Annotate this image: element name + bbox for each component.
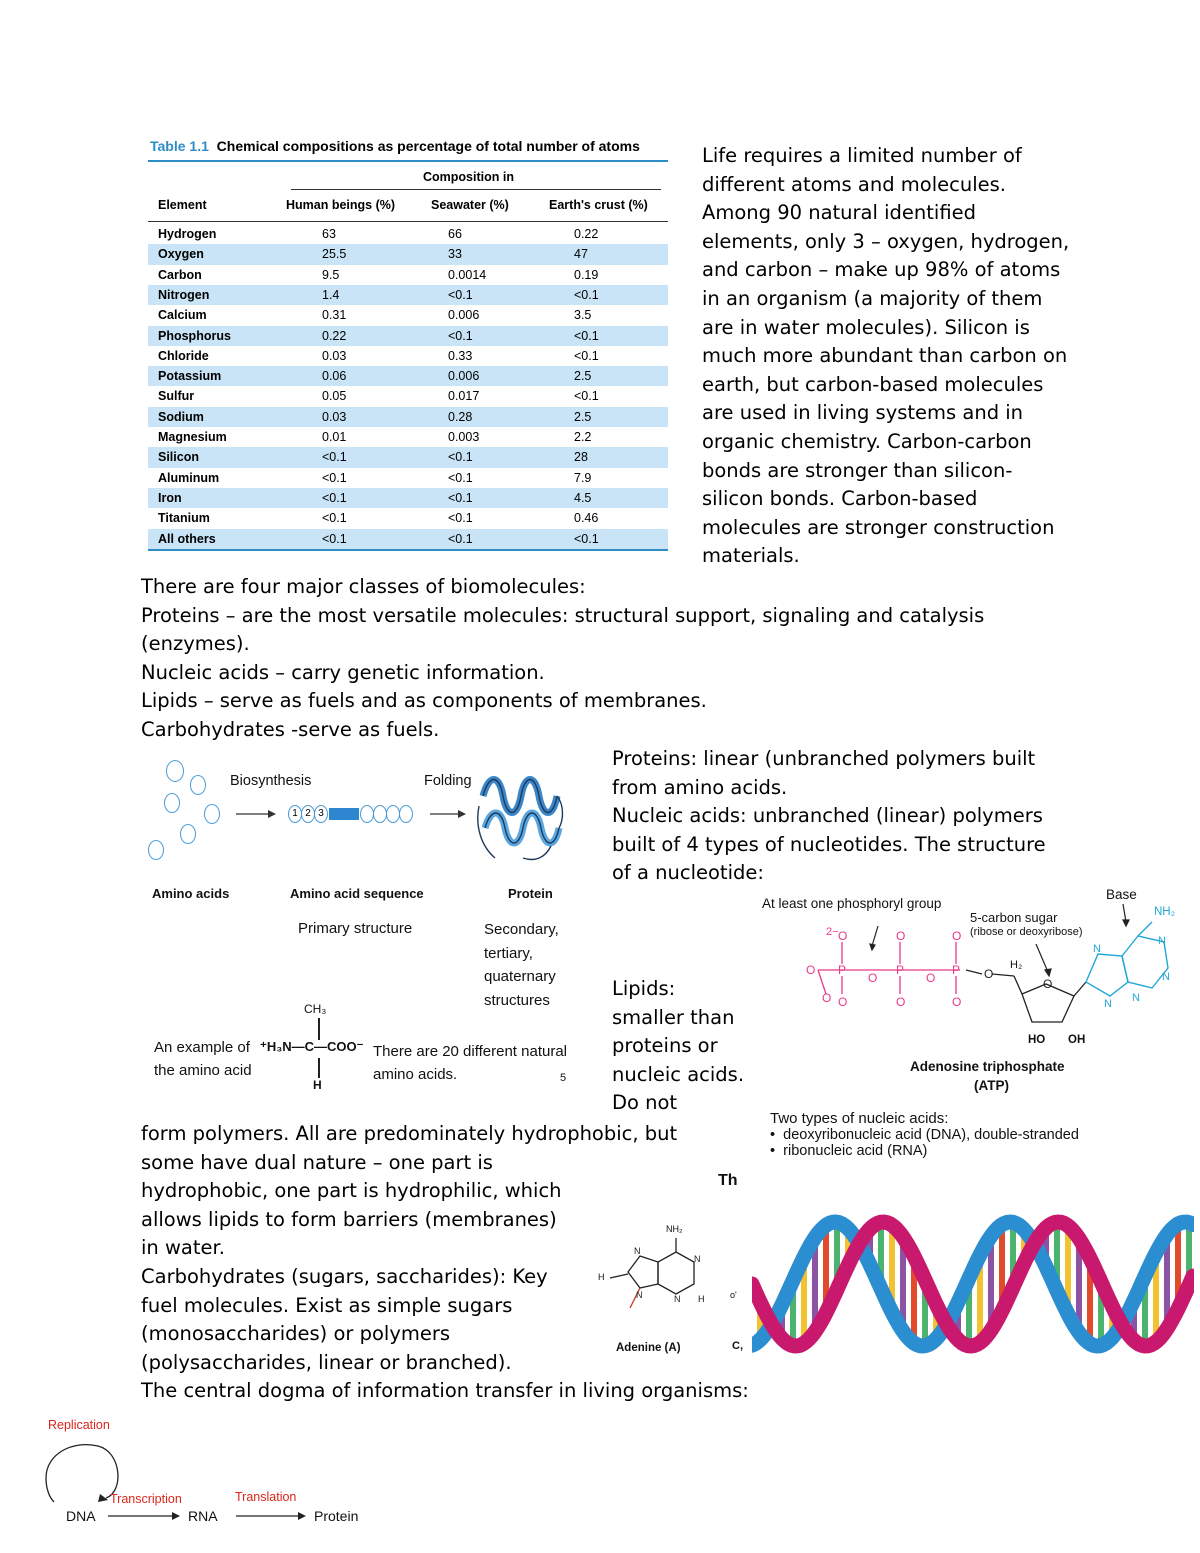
composition-cell: 3.5 [574,308,592,323]
paragraph-line: different atoms and molecules. [702,172,1006,196]
proteins-nucleic-paragraph [612,745,1046,888]
composition-cell: 2.5 [574,369,592,384]
composition-cell: 0.33 [448,348,473,363]
bullet: • [770,1127,776,1143]
paragraph-line: (polysaccharides, linear or branched). [141,1350,512,1374]
sequence-bar [329,808,359,820]
composition-cell: <0.1 [322,511,347,526]
composition-cell: 2.2 [574,430,592,444]
sequence-residue: 2 [301,805,315,823]
amino-acids-label: Amino acids [152,886,230,901]
svg-text:O: O [838,995,848,1009]
paragraph-line: Lipids: [612,977,676,1000]
element-name-cell: Magnesium [158,430,227,444]
paragraph-line: nucleic acids. [612,1062,745,1086]
composition-cell: 2.5 [574,409,592,424]
sequence-residue [373,805,387,823]
paragraph-line: fuel molecules. Exist as simple sugars [141,1293,513,1317]
paragraph-line: are used in living systems and in [702,401,1024,425]
bullet: • [770,1143,776,1159]
atoms-paragraph [702,142,1069,571]
oh-label: OH [1068,1034,1086,1046]
table-row [148,447,668,467]
nucleic-type-item [770,1143,1079,1159]
transcription-label: Transcription [110,1492,182,1506]
svg-text:O: O [868,971,878,985]
atp-figure [760,884,1180,1099]
paragraph-line: in water. [141,1236,225,1260]
paragraph-line: bonds are stronger than silicon- [702,458,1013,482]
ho-label: HO [1028,1034,1046,1046]
svg-text:P: P [952,963,961,977]
svg-text:N: N [674,1294,681,1304]
composition-cell: 25.5 [322,247,347,262]
amino-acid-formula: ⁺H₃N—C—COO⁻ [260,1039,364,1054]
table-row [148,407,668,427]
composition-cell: <0.1 [448,287,473,302]
phosphoryl-label: At least one phosphoryl group [762,896,942,911]
svg-text:O: O [952,995,962,1009]
svg-text:O: O [1043,977,1053,991]
paragraph-line: are in water molecules). Silicon is [702,315,1030,339]
atp-name-line2: (ATP) [974,1078,1009,1093]
svg-text:N: N [1132,992,1140,1004]
nucleic-types-title: Two types of nucleic acids: [770,1110,949,1127]
paragraph-line: (enzymes). [141,632,250,656]
svg-text:O: O [952,929,962,943]
paragraph-line: (monosaccharides) or polymers [141,1322,451,1346]
svg-text:O: O [984,967,994,981]
svg-text:O: O [926,971,936,985]
composition-cell: 0.006 [448,369,480,384]
col-header-seawater: Seawater (%) [431,198,509,212]
composition-cell: <0.1 [448,511,473,526]
nucleic-acid-types [770,1110,1079,1159]
composition-cell: 1.4 [322,287,340,302]
paragraph-line: Proteins: linear (unbranched polymers built [612,747,1036,770]
paragraph-line: built of 4 types of nucleotides. The structure [612,832,1046,856]
figure-label-line: tertiary, [484,944,533,962]
biomolecules-paragraph [141,573,984,745]
composition-cell: 47 [574,247,588,262]
element-name-cell: Oxygen [158,247,204,262]
figure-label-line: quaternary [484,968,556,985]
paragraph-line: from amino acids. [612,775,788,799]
composition-cell: 33 [448,247,462,262]
dna-label: DNA [66,1508,96,1524]
svg-text:O: O [896,929,906,943]
svg-text:N: N [1093,943,1101,955]
composition-cell: 7.9 [574,470,592,485]
folding-label: Folding [424,773,472,789]
adenine-cut-c: C, [732,1340,743,1352]
element-name-cell: Iron [158,490,182,505]
sugar-label: 5-carbon sugar [970,910,1058,925]
nucleic-type-dna: deoxyribonucleic acid (DNA), double-stranded [783,1127,1079,1143]
twenty-amino-acids-note [373,1040,567,1086]
cut-heading-fragment: Th [718,1172,738,1189]
table-row [148,285,668,305]
element-name-cell: Titanium [158,511,210,526]
paragraph-line: Lipids – serve as fuels and as components of membranes. [141,689,707,713]
paragraph-line: organic chemistry. Carbon-carbon [702,429,1032,453]
composition-cell: <0.1 [574,531,599,546]
adenine-figure [590,1222,750,1362]
composition-cell: 0.0014 [448,267,487,282]
composition-cell: <0.1 [574,389,599,404]
svg-text:O: O [896,995,906,1009]
element-name-cell: Sulfur [158,389,195,404]
adenine-cut-o: o' [730,1290,737,1300]
table-row [148,488,668,508]
figure-label-line: There are 20 different natural [373,1043,568,1060]
paragraph-line: Carbohydrates (sugars, saccharides): Key [141,1264,548,1288]
paragraph-line: elements, only 3 – oxygen, hydrogen, [702,229,1070,253]
protein-ribbon-image [475,766,565,866]
composition-cell: 0.46 [574,511,599,526]
table-top-rule [148,160,668,162]
element-name-cell: Silicon [158,450,199,465]
svg-text:N: N [1162,971,1170,983]
sequence-residue: 1 [288,805,302,823]
replication-label: Replication [48,1418,110,1432]
bond-line [318,1058,320,1078]
element-name-cell: Phosphorus [158,328,231,343]
adenine-nh2: NH₂ [666,1224,683,1234]
svg-text:P: P [838,963,847,977]
composition-cell: <0.1 [322,490,347,505]
amino-acid-sequence-chain [288,805,416,825]
atp-name-line1: Adenosine triphosphate [910,1059,1065,1074]
table-caption: Chemical compositions as percentage of total number of atoms [216,138,640,154]
paragraph-line: proteins or [612,1034,718,1058]
figure-label-line: Secondary, [484,921,559,938]
element-name-cell: Chloride [158,348,209,363]
table-row [148,508,668,528]
composition-cell: 28 [574,450,588,465]
col-header-crust: Earth's crust (%) [549,198,648,212]
composition-cell: <0.1 [448,531,473,546]
paragraph-line: Proteins – are the most versatile molecules: structural support, signaling and catalysis [141,603,985,627]
protein-label: Protein [314,1508,359,1524]
figure-label-line: the amino acid [154,1062,252,1079]
central-dogma-diagram [40,1412,400,1532]
table-row [148,326,668,346]
dna-double-helix-image [752,1213,1194,1355]
svg-text:N: N [694,1254,701,1264]
primary-structure-label: Primary structure [298,920,413,937]
h-atom-label: H [313,1078,322,1092]
composition-cell: 0.19 [574,267,599,282]
composition-cell: 0.006 [448,308,480,323]
paragraph-line: Life requires a limited number of [702,144,1022,167]
composition-cell: 0.017 [448,389,480,404]
composition-cell: <0.1 [448,450,473,465]
composition-cell: 0.28 [448,409,473,424]
paragraph-line: silicon bonds. Carbon-based [702,487,978,511]
paragraph-line: Carbohydrates -serve as fuels. [141,717,440,741]
svg-text:N: N [634,1246,641,1256]
element-name-cell: All others [158,531,216,546]
paragraph-line: hydrophobic, one part is hydrophilic, which [141,1179,562,1203]
ch3-group: CH₃ [304,1002,327,1016]
composition-cell: 0.06 [322,369,347,384]
composition-cell: <0.1 [574,287,599,302]
composition-cell: <0.1 [574,328,599,343]
table-row [148,244,668,264]
composition-cell: 0.22 [574,227,599,241]
lipids-paragraph-start [612,975,744,1118]
bond-line [318,1018,320,1040]
composition-cell: 0.22 [322,328,347,343]
paragraph-line: some have dual nature – one part is [141,1150,493,1174]
composition-cell: <0.1 [448,328,473,343]
composition-cell: <0.1 [574,348,599,363]
sugar-sub-label: (ribose or deoxyribose) [970,926,1083,938]
paragraph-line: Do not [612,1091,678,1115]
composition-cell: <0.1 [322,450,347,465]
sequence-residue: 3 [314,805,328,823]
composition-cell: 0.03 [322,409,347,424]
figure-label-line: amino acids. [373,1066,458,1083]
composition-cell: 66 [448,227,462,241]
element-name-cell: Nitrogen [158,287,210,302]
paragraph-line: allows lipids to form barriers (membranes) [141,1207,557,1231]
charge-label: 2− [826,926,839,938]
svg-text:O: O [822,991,832,1005]
paragraph-line: The central dogma of information transfer in living organisms: [141,1379,749,1403]
col-header-human: Human beings (%) [286,198,396,212]
svg-text:O: O [806,963,816,977]
composition-cell: <0.1 [448,470,473,485]
nh2-label: NH₂ [1154,906,1176,918]
nucleic-type-item [770,1127,1079,1143]
figure-label-line: An example of [154,1039,250,1056]
svg-text:O: O [838,929,848,943]
adenine-structure-image [590,1222,740,1332]
table-row [148,366,668,386]
protein-label: Protein [508,886,553,901]
svg-text:N: N [1158,935,1166,947]
col-header-element: Element [158,198,207,212]
amino-acid-example-label [154,1036,252,1082]
element-name-cell: Sodium [158,409,204,424]
paragraph-line: There are four major classes of biomolecules: [141,575,586,598]
paragraph-line: earth, but carbon-based molecules [702,372,1044,396]
paragraph-line: form polymers. All are predominately hydrophobic, but [141,1122,678,1145]
composition-cell: 63 [322,227,336,241]
composition-cell: <0.1 [322,470,347,485]
paragraph-line: materials. [702,544,800,568]
group-header: Composition in [423,170,514,184]
table-title [150,138,640,154]
table-row [148,386,668,406]
composition-cell: <0.1 [448,490,473,505]
paragraph-line: Nucleic acids: unbranched (linear) polymers [612,804,1043,828]
composition-cell: 4.5 [574,490,592,505]
atp-structure-image [760,884,1180,1054]
table-row [148,468,668,488]
table-number: Table 1.1 [150,138,209,154]
secondary-structures-label [484,918,559,1012]
svg-text:P: P [896,963,905,977]
nucleic-type-rna: ribonucleic acid (RNA) [783,1143,928,1159]
amino-acid-sequence-label: Amino acid sequence [290,886,424,901]
composition-cell: 0.05 [322,389,347,404]
table-row [148,224,668,244]
paragraph-line: much more abundant than carbon on [702,344,1068,368]
composition-cell: 0.003 [448,430,480,444]
base-label: Base [1106,887,1137,902]
svg-text:N: N [1104,998,1112,1010]
sequence-residue [399,805,413,823]
paragraph-line: of a nucleotide: [612,861,764,885]
adenine-h-right: H [698,1294,705,1304]
element-name-cell: Calcium [158,308,207,323]
paragraph-line: molecules are stronger construction [702,515,1055,539]
sequence-residue [360,805,374,823]
composition-cell: <0.1 [322,531,347,546]
page-mark: 5 [560,1072,567,1084]
composition-cell: 0.31 [322,308,347,323]
biosynthesis-label: Biosynthesis [230,773,312,789]
table-row [148,265,668,285]
h2-label: H₂ [1010,959,1023,971]
composition-cell: 0.01 [322,430,347,444]
element-name-cell: Potassium [158,369,222,384]
paragraph-line: in an organism (a majority of them [702,286,1043,310]
paragraph-line: Among 90 natural identified [702,201,976,225]
adenine-h-left: H [598,1272,605,1282]
group-rule [291,189,661,190]
table-row [148,346,668,366]
composition-cell: 9.5 [322,267,340,282]
sequence-residue [386,805,400,823]
figure-label-line: structures [484,991,550,1009]
table-bottom-rule [148,549,668,551]
table-row [148,427,668,447]
element-name-cell: Carbon [158,267,202,282]
adenine-name: Adenine (A) [616,1342,681,1354]
element-name-cell: Hydrogen [158,227,217,241]
protein-figure [140,748,570,1098]
element-name-cell: Aluminum [158,470,220,485]
paragraph-line: and carbon – make up 98% of atoms [702,258,1061,282]
table-row [148,529,668,549]
paragraph-line: Nucleic acids – carry genetic information. [141,660,545,684]
translation-label: Translation [235,1490,297,1504]
paragraph-line: smaller than [612,1005,735,1029]
composition-cell: 0.03 [322,348,347,363]
svg-text:N: N [636,1290,643,1300]
table-row [148,305,668,325]
header-rule [148,221,668,222]
rna-label: RNA [188,1508,218,1524]
